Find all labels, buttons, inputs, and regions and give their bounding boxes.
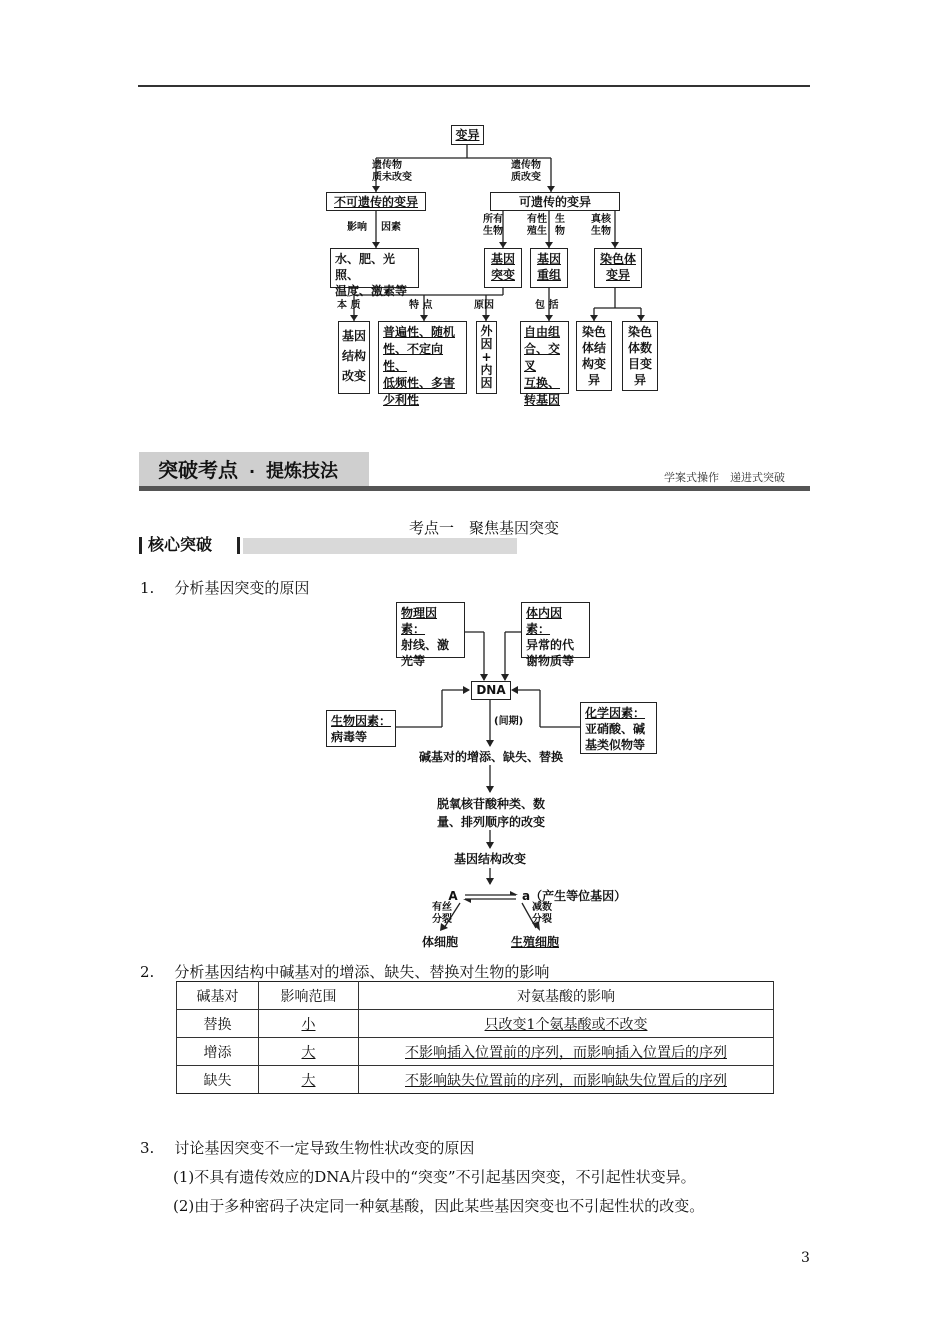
cause-label: 原因 [474, 300, 494, 311]
factors-label: 因素 [381, 222, 401, 233]
somatic-cell: 体细胞 [421, 935, 458, 949]
impact-table [176, 981, 774, 1094]
influence-label: 影响 [347, 222, 367, 233]
chromosome-structure-box: 染色 体结 构变 异 [576, 321, 612, 391]
item-3-point-2: (2)由于多种密码子决定同一种氨基酸，因此某些基因突变也不引起性状的改变。 [173, 1197, 705, 1215]
interphase-label: (间期) [494, 716, 524, 727]
heritable-box: 可遗传的变异 [490, 192, 620, 211]
mitosis-label: 有丝 分裂 [432, 902, 452, 925]
non-heritable-box: 不可遗传的变异 [326, 192, 426, 211]
essence-label: 本 质 [337, 300, 361, 311]
table-cell: 缺失 [177, 1066, 259, 1094]
table-cell: 不影响插入位置前的序列，而影响插入位置后的序列 [359, 1038, 774, 1066]
item-1: 1. 分析基因突变的原因 [140, 579, 310, 597]
sexual-label: 有性 殖生 [527, 214, 547, 237]
core-label-text: 核心突破 [148, 535, 213, 554]
flow-step-1: 碱基对的增添、缺失、替换 [418, 750, 563, 764]
sexual-label-2: 生 物 [555, 214, 565, 237]
meiosis-label: 减数 分裂 [532, 902, 552, 925]
table-cell: 小 [259, 1010, 359, 1038]
table-header: 碱基对 [177, 982, 259, 1010]
table-cell: 大 [259, 1038, 359, 1066]
internal-factor-box: 体内因素： 异常的代 谢物质等 [521, 602, 590, 658]
gene-mutation-box: 基因 突变 [484, 248, 522, 288]
cause-box: 外 因 + 内 因 [476, 321, 497, 394]
table-cell: 不影响缺失位置前的序列，而影响缺失位置后的序列 [359, 1066, 774, 1094]
environment-box: 水、肥、光照、 温度、激素等 [330, 248, 419, 288]
banner-right-note: 学案式操作 递进式突破 [664, 471, 785, 484]
table-header: 影响范围 [259, 982, 359, 1010]
table-cell: 替换 [177, 1010, 259, 1038]
dna-box: DNA [471, 681, 511, 700]
table-row [177, 1010, 774, 1038]
table-cell: 只改变1个氨基酸或不改变 [359, 1010, 774, 1038]
page-number: 3 [801, 1250, 810, 1266]
biological-factor-box: 生物因素： 病毒等 [326, 710, 396, 747]
chemical-factor-box: 化学因素： 亚硝酸、碱 基类似物等 [580, 702, 657, 754]
table-row [177, 1066, 774, 1094]
gene-recombination-box: 基因 重组 [530, 248, 568, 288]
flow-step-2: 脱氧核苷酸种类、数 量、排列顺序的改变 [436, 797, 545, 829]
banner-title: 突破考点 · 提炼技法 [158, 458, 339, 482]
germ-cell: 生殖细胞 [510, 935, 559, 949]
item-3-point-1: (1)不具有遗传效应的DNA片段中的“突变”不引起基因突变，不引起性状变异。 [173, 1168, 696, 1186]
all-organisms-label: 所有 生物 [483, 214, 503, 237]
recombination-types-box: 自由组 合、交叉 互换、 转基因 [520, 321, 569, 394]
features-box: 普遍性、随机 性、不定向性、 低频性、多害 少利性 [378, 321, 467, 394]
allele-a: a（产生等位基因） [522, 889, 627, 903]
table-header: 对氨基酸的影响 [359, 982, 774, 1010]
chromosome-variation-box: 染色体 变异 [594, 248, 642, 288]
table-cell: 大 [259, 1066, 359, 1094]
physical-factor-box: 物理因素： 射线、激 光等 [396, 602, 465, 658]
allele-A: A [448, 889, 458, 903]
left-branch-label: 遗传物 质未改变 [372, 160, 412, 183]
tree-root: 变异 [451, 125, 484, 145]
item-3: 3. 讨论基因突变不一定导致生物性状改变的原因 [140, 1139, 475, 1157]
item-2: 2. 分析基因结构中碱基对的增添、缺失、替换对生物的影响 [140, 963, 550, 981]
table-cell: 增添 [177, 1038, 259, 1066]
chromosome-number-box: 染色 体数 目变 异 [622, 321, 658, 391]
structure-change-box: 基因 结构 改变 [338, 321, 370, 394]
includes-label: 包 括 [535, 300, 559, 311]
table-header-row [177, 982, 774, 1010]
features-label: 特 点 [409, 300, 433, 311]
table-row [177, 1038, 774, 1066]
flow-step-3: 基因结构改变 [453, 852, 526, 866]
eukaryote-label: 真核 生物 [591, 214, 611, 237]
right-branch-label: 遗传物 质改变 [511, 160, 541, 183]
kaodian-title: 考点一 聚焦基因突变 [409, 519, 560, 537]
